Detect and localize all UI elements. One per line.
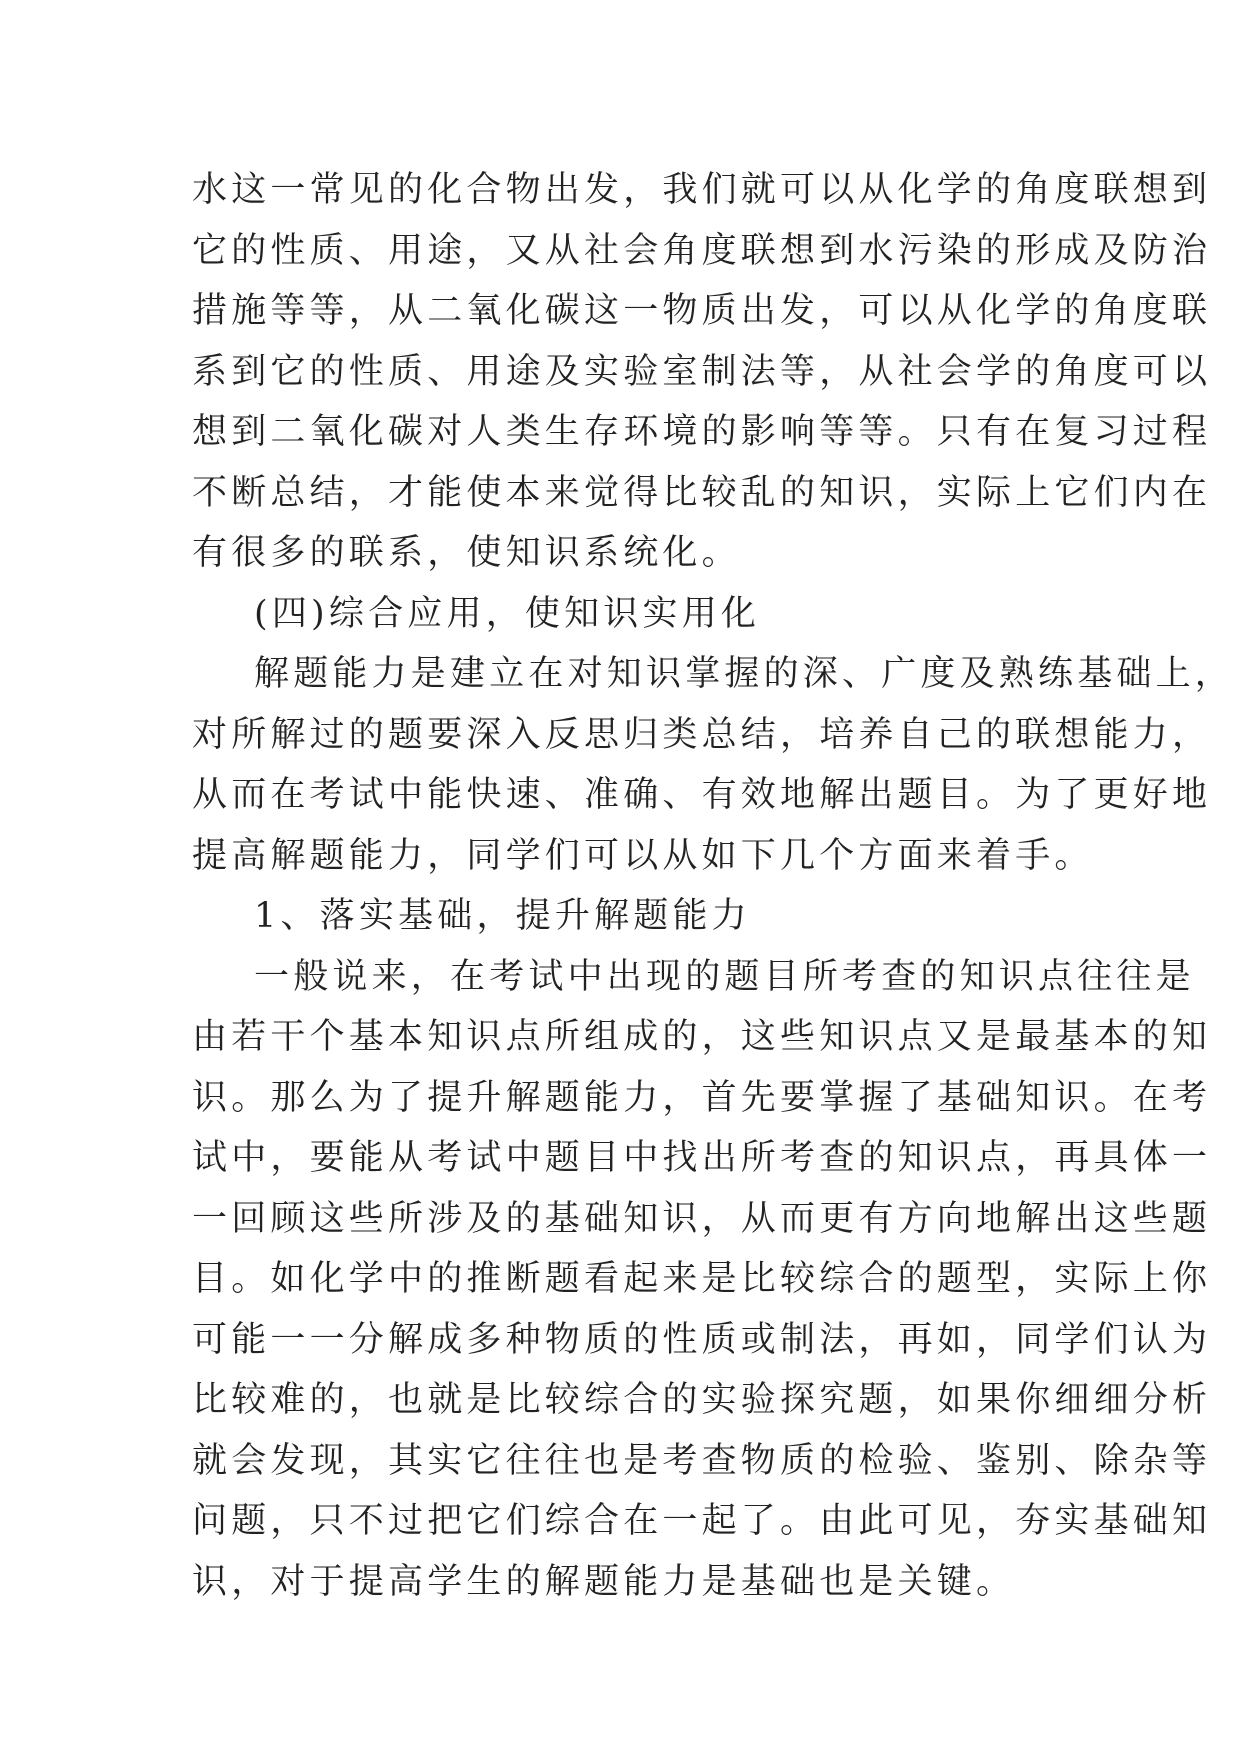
text-line: 问题，只不过把它们综合在一起了。由此可见，夯实基础知 — [192, 1501, 1212, 1541]
text-line: 可能一一分解成多种物质的性质或制法，再如，同学们认为 — [192, 1319, 1212, 1360]
text-line: 水这一常见的化合物出发，我们就可以从化学的角度联想到 — [192, 170, 1212, 210]
section-heading: (四)综合应用，使知识实用化 — [254, 593, 761, 634]
body-text — [192, 160, 1235, 1612]
text-line: 从而在考试中能快速、准确、有效地解出题目。为了更好地 — [192, 775, 1212, 815]
text-line: 对所解过的题要深入反思归类总结，培养自己的联想能力， — [192, 714, 1212, 755]
text-line: 系到它的性质、用途及实验室制法等，从社会学的角度可以 — [192, 351, 1212, 392]
text-line: 想到二氧化碳对人类生存环境的影响等等。只有在复习过程 — [192, 412, 1212, 452]
text-line: 识，对于提高学生的解题能力是基础也是关键。 — [192, 1561, 1016, 1602]
text-line: 识。那么为了提升解题能力，首先要掌握了基础知识。在考 — [192, 1077, 1212, 1118]
text-line: 一回顾这些所涉及的基础知识，从而更有方向地解出这些题 — [192, 1198, 1212, 1239]
text-line: 目。如化学中的推断题看起来是比较综合的题型，实际上你 — [192, 1259, 1212, 1299]
text-line: 比较难的，也就是比较综合的实验探究题，如果你细细分析 — [192, 1380, 1212, 1420]
paragraph-start-line: 一般说来，在考试中出现的题目所考查的知识点往往是 — [254, 956, 1195, 997]
text-line: 有很多的联系，使知识系统化。 — [192, 533, 741, 573]
text-line: 提高解题能力，同学们可以从如下几个方面来着手。 — [192, 835, 1094, 876]
text-line: 就会发现，其实它往往也是考查物质的检验、鉴别、除杂等 — [192, 1440, 1212, 1481]
subsection-heading: 1、落实基础，提升解题能力 — [254, 896, 751, 936]
text-line: 由若干个基本知识点所组成的，这些知识点又是最基本的知 — [192, 1017, 1212, 1057]
paragraph-start-line: 解题能力是建立在对知识掌握的深、广度及熟练基础上， — [254, 654, 1235, 694]
text-line: 不断总结，才能使本来觉得比较乱的知识，实际上它们内在 — [192, 472, 1212, 513]
text-line: 它的性质、用途，又从社会角度联想到水污染的形成及防治 — [192, 230, 1212, 271]
text-line: 试中，要能从考试中题目中找出所考查的知识点，再具体一 — [192, 1138, 1212, 1178]
text-line: 措施等等，从二氧化碳这一物质出发，可以从化学的角度联 — [192, 291, 1212, 331]
